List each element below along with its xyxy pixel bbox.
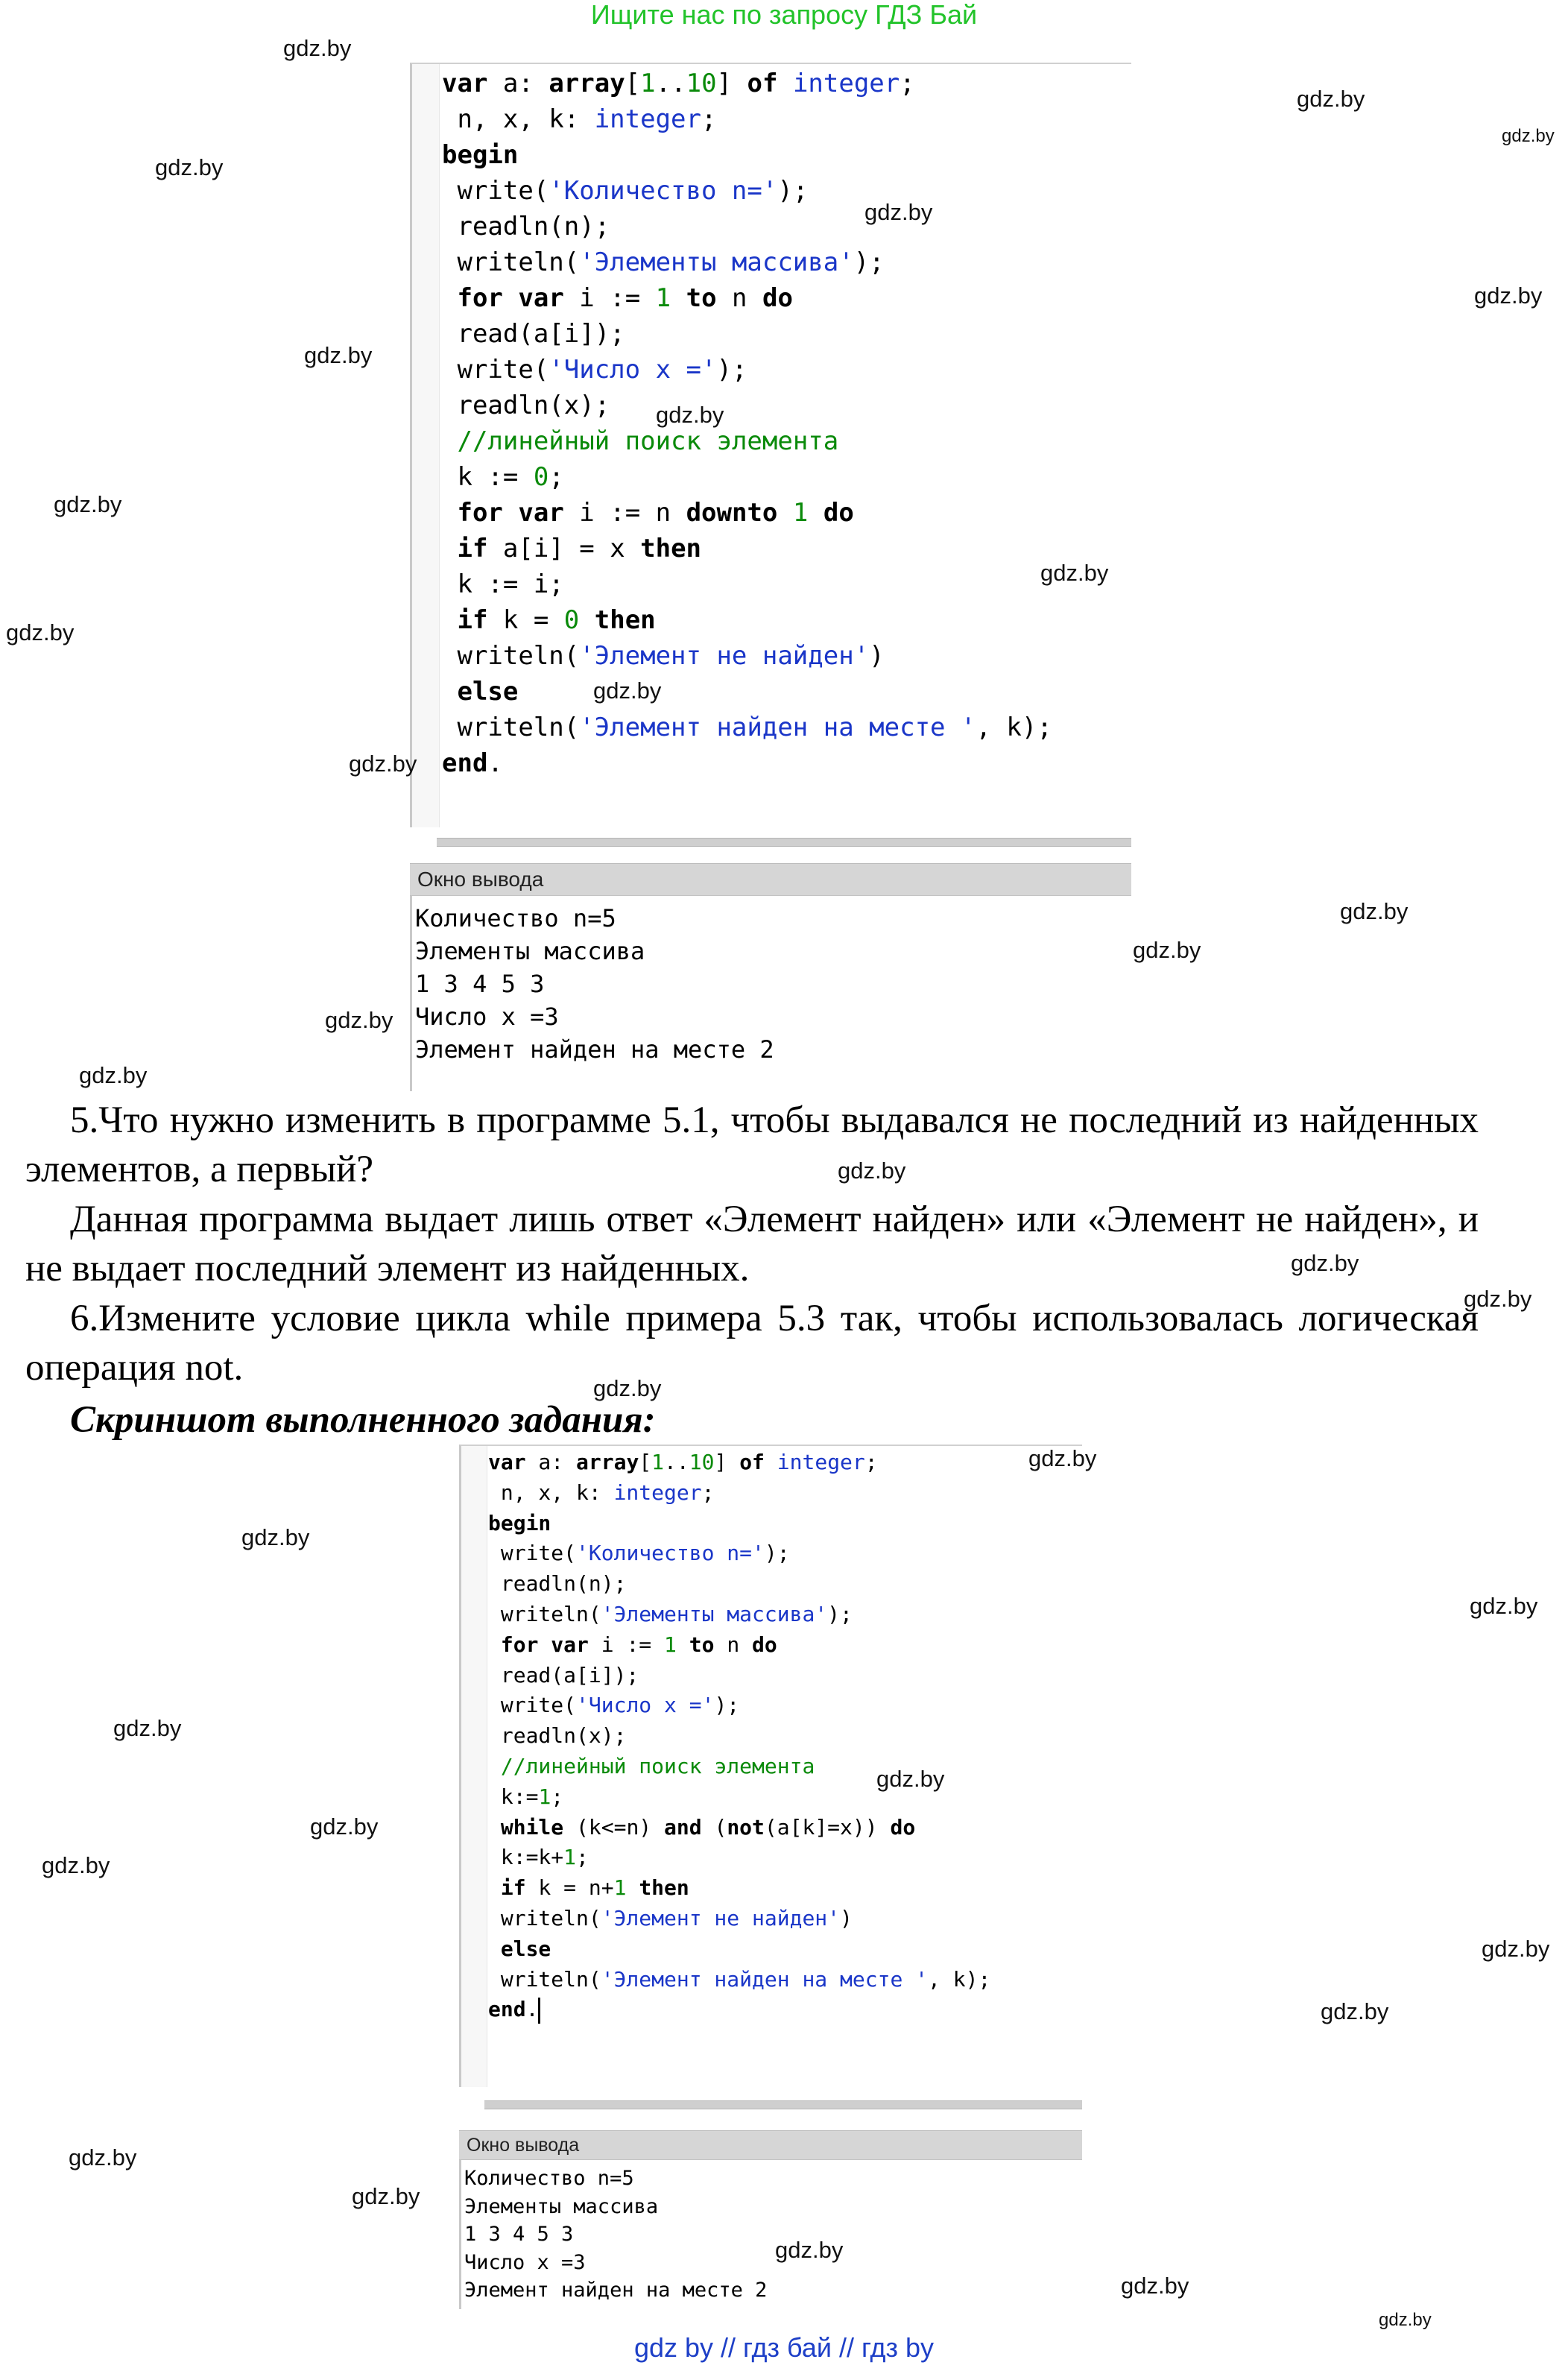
code-line: if k = 0 then xyxy=(457,605,656,635)
watermark: gdz.by xyxy=(155,154,224,180)
code-line: end. xyxy=(488,1995,540,2025)
code-line: writeln('Элемент найден на месте ', k); xyxy=(488,1966,991,1992)
watermark: gdz.by xyxy=(304,342,373,368)
code-line: begin xyxy=(488,1510,551,1535)
code-line: end. xyxy=(442,748,503,778)
output-window-title: Окно вывода xyxy=(410,863,1131,896)
answer-5 xyxy=(25,1195,1479,1293)
watermark: gdz.by xyxy=(325,1007,393,1033)
editor-gutter xyxy=(461,1446,487,2087)
code-line: if k = n+1 then xyxy=(500,1875,689,1901)
code-line: k := 0; xyxy=(442,462,564,492)
code-line: write('Число x ='); xyxy=(442,355,747,385)
code-line: //линейный поиск элемента xyxy=(500,1754,815,1778)
watermark: gdz.by xyxy=(864,199,933,225)
code-line: n, x, k: integer; xyxy=(488,1480,715,1505)
output-window-title: Окно вывода xyxy=(459,2130,1082,2160)
watermark: gdz.by xyxy=(69,2144,137,2170)
watermark: gdz.by xyxy=(1028,1445,1097,1471)
code-line: write('Количество n='); xyxy=(442,176,809,206)
watermark: gdz.by xyxy=(1321,1998,1389,2024)
watermark: gdz.by xyxy=(1464,1286,1532,1312)
output-line: Число x =3 xyxy=(415,1003,559,1031)
watermark: gdz.by xyxy=(593,678,662,704)
question-5 xyxy=(25,1096,1479,1194)
output-line: Элементы массива xyxy=(415,937,645,965)
question-6-text: 6.Измените условие цикла while примера 5.3 так, чтобы использовалась логическая операция not. xyxy=(25,1298,1479,1389)
code-line: writeln('Элемент не найден') xyxy=(442,641,885,671)
watermark: gdz.by xyxy=(113,1715,182,1741)
watermark: gdz.by xyxy=(593,1375,662,1401)
watermark: gdz.by xyxy=(54,491,122,517)
watermark: gdz.by xyxy=(6,619,75,645)
code-line: read(a[i]); xyxy=(442,319,625,349)
code-line: begin xyxy=(442,140,519,170)
output-line: Элемент найден на месте 2 xyxy=(464,2279,768,2302)
code-line: writeln('Элемент найден на месте ', k); xyxy=(442,713,1052,742)
code-line: write('Число x ='); xyxy=(488,1693,740,1718)
output-window xyxy=(410,896,1131,1091)
watermark: gdz.by xyxy=(775,2237,844,2263)
output-line: Количество n=5 xyxy=(415,904,616,932)
code-line: writeln('Элементы массива'); xyxy=(442,247,885,277)
code-screenshot-2 xyxy=(459,1445,1082,2309)
code-line: readln(x); xyxy=(488,1723,627,1749)
code-line: n, x, k: integer; xyxy=(442,104,717,134)
code-line: for var i := n downto 1 do xyxy=(457,498,854,528)
code-editor-1[interactable] xyxy=(410,63,1131,827)
code-line: write('Количество n='); xyxy=(488,1541,790,1566)
code-line: for var i := 1 to n do xyxy=(500,1632,777,1657)
code-line: read(a[i]); xyxy=(488,1662,639,1688)
header-search-link[interactable]: Ищите нас по запросу ГДЗ Бай xyxy=(590,0,978,30)
watermark: gdz.by xyxy=(1474,282,1543,309)
code-line: else xyxy=(457,677,519,707)
watermark: gdz.by xyxy=(1297,86,1365,112)
code-screenshot-1 xyxy=(410,63,1131,1091)
code-line: k:=1; xyxy=(488,1784,564,1809)
watermark: gdz.by xyxy=(1482,1936,1550,1962)
watermark: gdz.by xyxy=(1040,560,1109,586)
watermark: gdz.by xyxy=(283,35,352,61)
code-line: readln(x); xyxy=(442,391,610,420)
watermark: gdz.by xyxy=(1133,937,1201,963)
editor-horizontal-scrollbar[interactable] xyxy=(484,2100,1082,2109)
output-window xyxy=(459,2160,1082,2309)
code-line: writeln('Элемент не найден') xyxy=(488,1906,853,1930)
watermark: gdz.by xyxy=(1291,1250,1359,1276)
footer-links[interactable]: gdz by // гдз бай // гдз by xyxy=(633,2332,935,2363)
code-line: for var i := 1 to n do xyxy=(457,283,793,313)
watermark: gdz.by xyxy=(1121,2273,1189,2299)
output-line: 1 3 4 5 3 xyxy=(464,2223,574,2246)
watermark: gdz.by xyxy=(838,1158,906,1184)
watermark: gdz.by xyxy=(656,402,724,428)
code-line: var a: array[1..10] of integer; xyxy=(488,1450,878,1474)
watermark: gdz.by xyxy=(349,751,417,777)
watermark: gdz.by xyxy=(1470,1593,1538,1619)
watermark: gdz.by xyxy=(876,1766,945,1792)
watermark: gdz.by xyxy=(1502,126,1555,146)
watermark: gdz.by xyxy=(79,1062,148,1088)
code-line: var a: array[1..10] of integer; xyxy=(442,69,915,98)
code-line: readln(n); xyxy=(488,1571,627,1597)
question-6 xyxy=(25,1294,1479,1392)
editor-horizontal-scrollbar[interactable] xyxy=(437,838,1131,847)
screenshot-caption: Скриншот выполненного задания: xyxy=(70,1399,656,1441)
output-line: Число x =3 xyxy=(464,2250,586,2274)
watermark: gdz.by xyxy=(42,1852,110,1878)
code-line: else xyxy=(500,1936,551,1961)
output-line: Элементы массива xyxy=(464,2194,659,2218)
watermark: gdz.by xyxy=(241,1524,310,1550)
code-line: //линейный поиск элемента xyxy=(457,426,839,456)
code-line: while (k<=n) and (not(a[k]=x)) do xyxy=(500,1814,916,1840)
editor-gutter xyxy=(412,64,440,827)
code-line: k := i; xyxy=(442,569,564,599)
code-line: if a[i] = x then xyxy=(457,534,702,563)
text-caret xyxy=(538,1998,540,2024)
watermark: gdz.by xyxy=(352,2183,420,2209)
code-line: k:=k+1; xyxy=(488,1845,589,1870)
output-line: 1 3 4 5 3 xyxy=(415,970,545,998)
watermark: gdz.by xyxy=(310,1813,379,1840)
code-editor-2[interactable] xyxy=(459,1445,1082,2087)
answer-5-text: Данная программа выдает лишь ответ «Элемент найден» или «Элемент не найден», и не выдает последний элемент из найденных. xyxy=(25,1199,1479,1289)
output-line: Элемент найден на месте 2 xyxy=(415,1035,774,1064)
watermark: gdz.by xyxy=(1340,898,1409,924)
code-line: readln(n); xyxy=(442,212,610,241)
question-5-text: 5.Что нужно изменить в программе 5.1, чтобы выдавался не последний из найденных элементов, а первый? xyxy=(25,1099,1479,1190)
output-line: Количество n=5 xyxy=(464,2167,634,2190)
code-line: writeln('Элементы массива'); xyxy=(488,1602,853,1626)
watermark: gdz.by xyxy=(1379,2310,1432,2330)
